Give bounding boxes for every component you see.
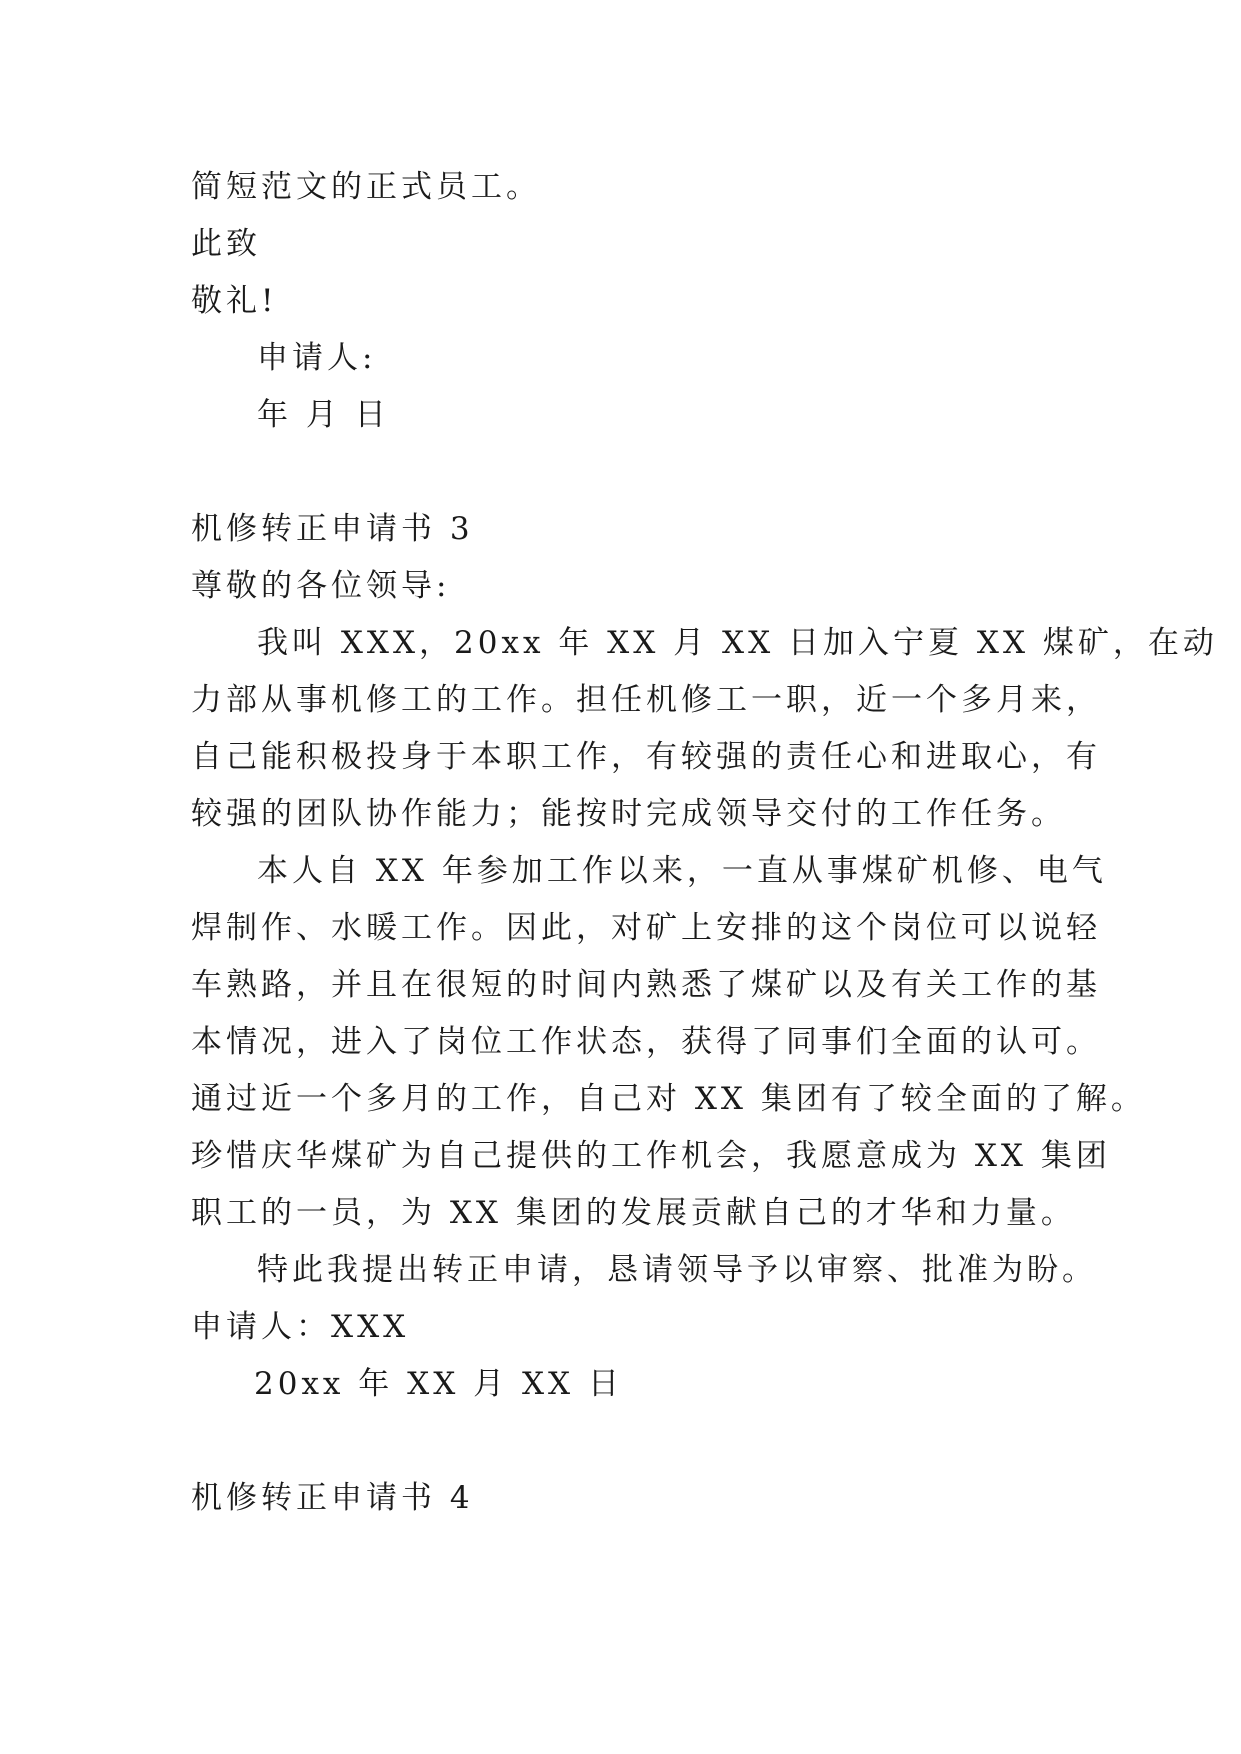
- paragraph-line: 通过近一个多月的工作，自己对 XX 集团有了较全面的了解。: [191, 1081, 1146, 1117]
- date-line: 20xx 年 XX 月 XX 日: [254, 1366, 623, 1402]
- paragraph-line: 车熟路，并且在很短的时间内熟悉了煤矿以及有关工作的基: [191, 967, 1101, 1003]
- section-title: 机修转正申请书 3: [191, 511, 474, 547]
- paragraph-line: 本情况，进入了岗位工作状态，获得了同事们全面的认可。: [191, 1024, 1101, 1060]
- closing-line: 敬礼!: [191, 283, 278, 319]
- paragraph-line: 焊制作、水暖工作。因此，对矿上安排的这个岗位可以说轻: [191, 910, 1101, 946]
- paragraph-line: 自己能积极投身于本职工作，有较强的责任心和进取心，有: [191, 739, 1101, 775]
- body-text-line: 简短范文的正式员工。: [191, 169, 541, 205]
- signature-line: 申请人：XXX: [191, 1309, 410, 1345]
- date-label: 年 月 日: [257, 397, 390, 433]
- paragraph-line: 珍惜庆华煤矿为自己提供的工作机会，我愿意成为 XX 集团: [191, 1138, 1111, 1174]
- paragraph-line: 较强的团队协作能力；能按时完成领导交付的工作任务。: [191, 796, 1066, 832]
- paragraph-line: 特此我提出转正申请，恳请领导予以审察、批准为盼。: [257, 1252, 1097, 1288]
- closing-line: 此致: [191, 226, 261, 262]
- section-title: 机修转正申请书 4: [191, 1480, 474, 1516]
- greeting: 尊敬的各位领导:: [191, 568, 451, 604]
- paragraph-line: 职工的一员，为 XX 集团的发展贡献自己的才华和力量。: [191, 1195, 1076, 1231]
- applicant-label: 申请人:: [257, 340, 377, 376]
- paragraph-line: 本人自 XX 年参加工作以来，一直从事煤矿机修、电气: [257, 853, 1107, 889]
- paragraph-line: 力部从事机修工的工作。担任机修工一职，近一个多月来，: [191, 682, 1101, 718]
- paragraph-line: 我叫 XXX，20xx 年 XX 月 XX 日加入宁夏 XX 煤矿，在动: [257, 625, 1218, 661]
